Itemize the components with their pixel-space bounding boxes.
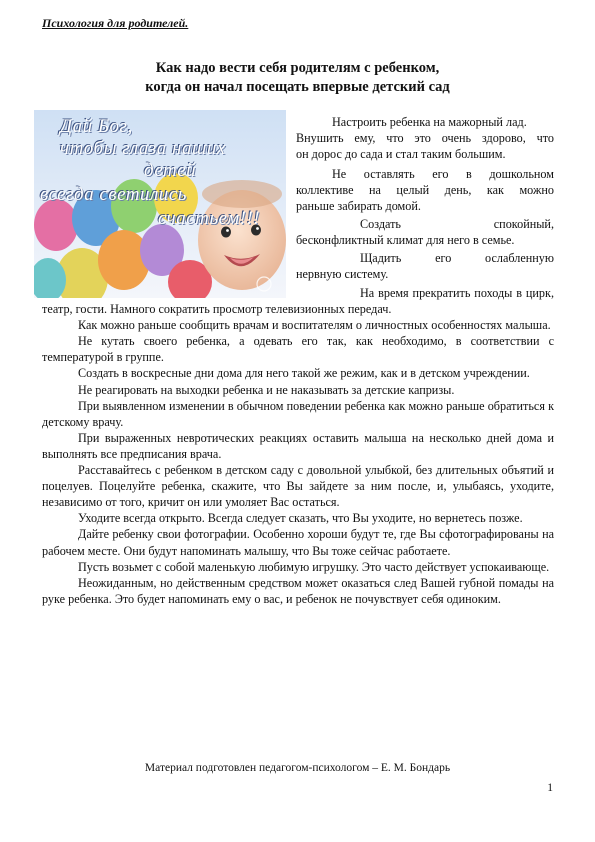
paragraph: Не реагировать на выходки ребенка и не наказывать за детские капризы. bbox=[78, 382, 455, 397]
paragraph: При выраженных невротических реакциях оставить малыша на несколько дней дома и выполнять все предписания врача. bbox=[42, 430, 554, 461]
baby-balloons-photo bbox=[34, 110, 286, 298]
text-line: коллективе на целый день, как можно bbox=[296, 183, 554, 197]
document-title-line-2: когда он начал посещать впервые детский сад bbox=[145, 79, 450, 95]
paragraph: Как можно раньше сообщить врачам и воспитателям о личностных особенностях малыша. bbox=[78, 318, 551, 333]
paragraph: Не кутать своего ребенка, а одевать его так, как необходимо, в соответствии с температурой в группе. bbox=[42, 334, 554, 365]
text-line: Щадить его ослабленную bbox=[360, 251, 554, 265]
paragraph: Создать в воскресные дни дома для него такой же режим, как и в детском учреждении. bbox=[78, 366, 530, 381]
paragraph: Уходите всегда открыто. Всегда следует сказать, что Вы уходите, но вернетесь позже. bbox=[78, 511, 523, 526]
text-line: нервную систему. bbox=[296, 267, 389, 281]
paragraph: При выявленном изменении в обычном поведении ребенка как можно раньше обратиться к детскому врачу. bbox=[42, 398, 554, 429]
photo-caption-line-1: Дай Бог, bbox=[60, 116, 133, 137]
photo-caption-line-5: счастьем!!! bbox=[158, 208, 261, 229]
text-line: Создать спокойный, bbox=[360, 217, 554, 231]
photo-caption-line-3: детей bbox=[144, 160, 197, 181]
text-line: раньше забирать домой. bbox=[296, 199, 421, 213]
paragraph: Дайте ребенку свои фотографии. Особенно хороши будут те, где Вы сфотографированы на рабочем месте. Они будут напоминать малышу, что Вы тоже сейчас работаете. bbox=[42, 527, 554, 558]
page-number: 1 bbox=[547, 782, 553, 794]
paragraph: Расставайтесь с ребенком в детском саду с довольной улыбкой, без длительных объятий и поцелуев. Поцелуйте ребенка, скажите, что Вы зайдете за ним после, и, улыбаясь, уходите, независимо от того, кричит он или умоляет Вас остаться. bbox=[42, 463, 554, 510]
document-header: Психология для родителей. bbox=[42, 16, 189, 30]
right-paragraph-3 bbox=[296, 216, 554, 248]
paragraph: Пусть возьмет с собой маленькую любимую игрушку. Это часто действует успокаивающе. bbox=[78, 559, 550, 574]
text-line: Не оставлять его в дошкольном bbox=[332, 167, 554, 181]
photo-caption-line-2: чтобы глаза наших bbox=[60, 138, 226, 159]
right-paragraph-2 bbox=[296, 166, 554, 214]
balloon-pink bbox=[34, 199, 78, 251]
text-line: бесконфликтный климат для него в семье. bbox=[296, 233, 515, 247]
document-title-line-1: Как надо вести себя родителям с ребенком, bbox=[155, 60, 440, 76]
text-line: Настроить ребенка на мажорный лад. bbox=[332, 115, 527, 129]
paragraph: На время прекратить походы в цирк, театр, гости. Намного сократить просмотр телевизионных передач. bbox=[42, 286, 554, 317]
right-paragraph-1 bbox=[296, 114, 554, 162]
paragraph: Неожиданным, но действенным средством может оказаться след Вашей губной помады на руке ребенка. Это будет напоминать ему о вас, и ребенок не почувствует себя одиноким. bbox=[42, 575, 554, 606]
main-text bbox=[42, 285, 554, 607]
text-line: Внушить ему, что это очень здорово, что bbox=[296, 131, 554, 145]
text-line: он дорос до сада и стал таким большим. bbox=[296, 147, 506, 161]
photo-caption-line-4: всегда светились bbox=[40, 184, 187, 205]
right-paragraph-4 bbox=[296, 250, 554, 282]
footer-credit: Материал подготовлен педагогом-психологом – Е. М. Бондарь bbox=[144, 762, 451, 774]
